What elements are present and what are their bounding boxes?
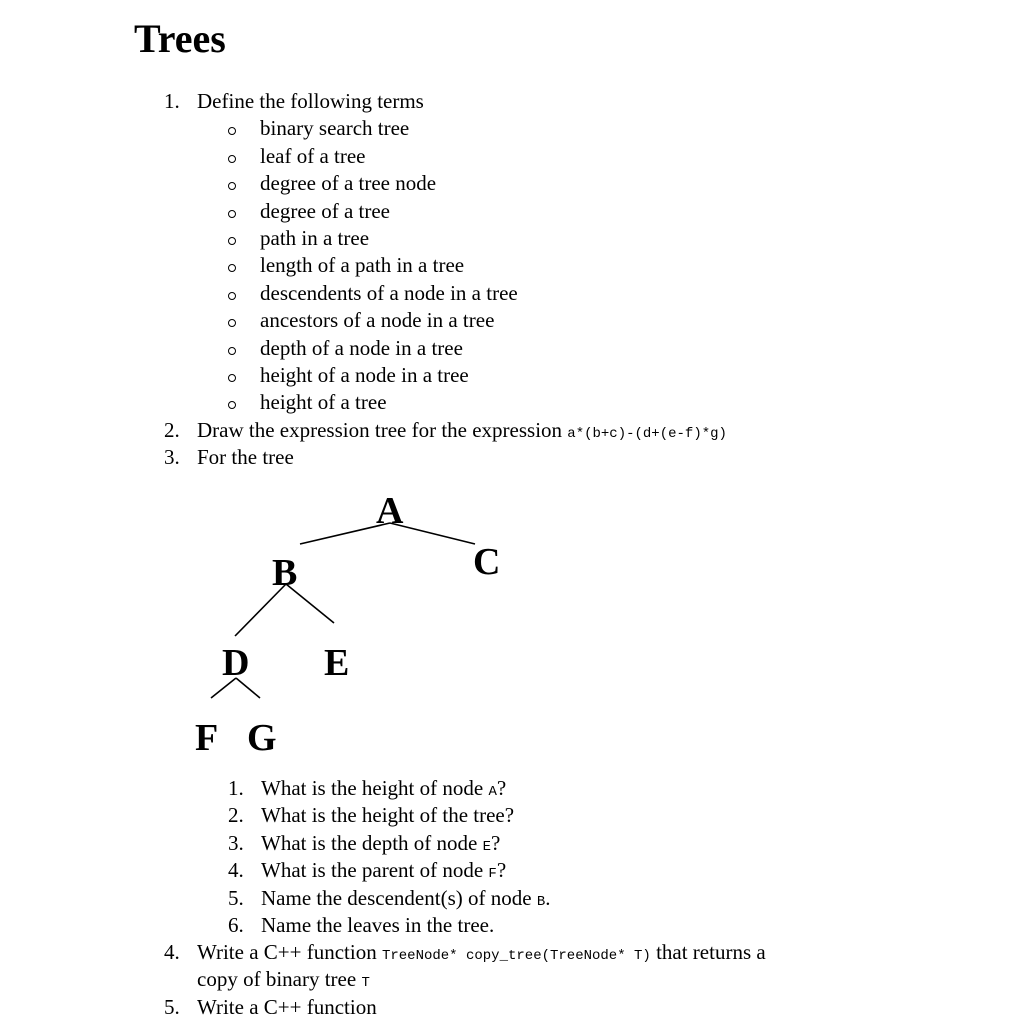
term-item bbox=[164, 170, 1004, 197]
item-text: Define the following terms bbox=[197, 89, 424, 113]
term-item bbox=[164, 143, 1004, 170]
item-text: Write a C++ function bbox=[197, 994, 377, 1019]
term-item bbox=[164, 115, 1004, 142]
page-title: Trees bbox=[134, 16, 226, 61]
question-number: 3. bbox=[228, 830, 244, 855]
list-item bbox=[164, 88, 1004, 115]
question-text: Name the descendent(s) of node B. bbox=[261, 885, 551, 910]
term-item bbox=[164, 389, 1004, 416]
term-item bbox=[164, 362, 1004, 389]
term-text: height of a tree bbox=[260, 390, 387, 415]
item-number: 5. bbox=[164, 994, 180, 1019]
item-number: 2. bbox=[164, 417, 180, 442]
question-text: What is the height of the tree? bbox=[261, 803, 515, 828]
term-text: leaf of a tree bbox=[260, 143, 366, 168]
item-text: For the tree bbox=[197, 445, 294, 470]
bullet-icon bbox=[228, 155, 236, 163]
term-text: degree of a tree bbox=[260, 198, 390, 223]
tree-node-b: B bbox=[272, 552, 298, 594]
term-text: length of a path in a tree bbox=[260, 253, 465, 278]
question-text: What is the depth of node E? bbox=[261, 830, 501, 855]
list-item bbox=[164, 994, 1004, 1021]
bullet-icon bbox=[228, 401, 236, 409]
tree-node-f: F bbox=[195, 717, 219, 759]
question-text: What is the parent of node F? bbox=[261, 858, 507, 883]
function-signature: TreeNode* copy_tree(TreeNode* T) bbox=[381, 948, 651, 964]
question-number: 6. bbox=[228, 912, 244, 937]
bullet-icon bbox=[228, 210, 236, 218]
term-text: descendents of a node in a tree bbox=[260, 280, 518, 305]
question-number: 2. bbox=[228, 803, 244, 828]
exercise-list bbox=[164, 88, 1004, 471]
bullet-icon bbox=[228, 127, 236, 135]
tree-node-e: E bbox=[324, 642, 350, 684]
node-code: E bbox=[482, 838, 492, 855]
node-code: B bbox=[536, 893, 546, 910]
list-item-continuation: copy of binary tree T bbox=[197, 967, 370, 992]
term-text: height of a node in a tree bbox=[260, 362, 469, 387]
tree-diagram bbox=[190, 480, 530, 760]
expression-code: a*(b+c)-(d+(e-f)*g) bbox=[567, 425, 727, 442]
node-code: A bbox=[488, 784, 497, 800]
term-item bbox=[164, 225, 1004, 252]
tree-edges bbox=[190, 480, 530, 760]
term-item bbox=[164, 198, 1004, 225]
item-text: Write a C++ function TreeNode* copy_tree(TreeNode* T) that returns a bbox=[197, 940, 766, 964]
node-code: F bbox=[488, 866, 497, 883]
term-text: depth of a node in a tree bbox=[260, 335, 463, 360]
term-text: degree of a tree node bbox=[260, 171, 437, 196]
term-item bbox=[164, 252, 1004, 279]
term-text: ancestors of a node in a tree bbox=[260, 308, 495, 333]
term-item bbox=[164, 307, 1004, 334]
bullet-icon bbox=[228, 292, 236, 300]
question-text: Name the leaves in the tree. bbox=[261, 912, 495, 937]
term-text: path in a tree bbox=[260, 225, 370, 250]
bullet-icon bbox=[228, 319, 236, 327]
list-item bbox=[164, 939, 1004, 966]
tree-node-a: A bbox=[376, 490, 404, 532]
question-number: 5. bbox=[228, 885, 244, 910]
item-text: Draw the expression tree for the expression a*(b+c)-(d+(e-f)*g) bbox=[197, 417, 727, 442]
item-number: 4. bbox=[164, 940, 180, 964]
term-item bbox=[164, 280, 1004, 307]
question-number: 1. bbox=[228, 776, 244, 800]
bullet-icon bbox=[228, 374, 236, 382]
exercise-list-continued bbox=[164, 939, 1004, 1021]
terms-list bbox=[164, 115, 1004, 416]
question-number: 4. bbox=[228, 858, 244, 883]
tree-node-g: G bbox=[247, 717, 277, 759]
term-item bbox=[164, 335, 1004, 362]
bullet-icon bbox=[228, 347, 236, 355]
tree-node-c: C bbox=[473, 541, 501, 583]
bullet-icon bbox=[228, 237, 236, 245]
list-item bbox=[164, 444, 1004, 471]
tree-node-d: D bbox=[222, 642, 250, 684]
bullet-icon bbox=[228, 264, 236, 272]
item-number: 3. bbox=[164, 445, 180, 470]
bullet-icon bbox=[228, 182, 236, 190]
list-item bbox=[164, 417, 1004, 444]
param-code: T bbox=[361, 975, 370, 992]
question-text: What is the height of node A? bbox=[261, 776, 507, 800]
term-text: binary search tree bbox=[260, 116, 410, 141]
item-number: 1. bbox=[164, 89, 180, 113]
